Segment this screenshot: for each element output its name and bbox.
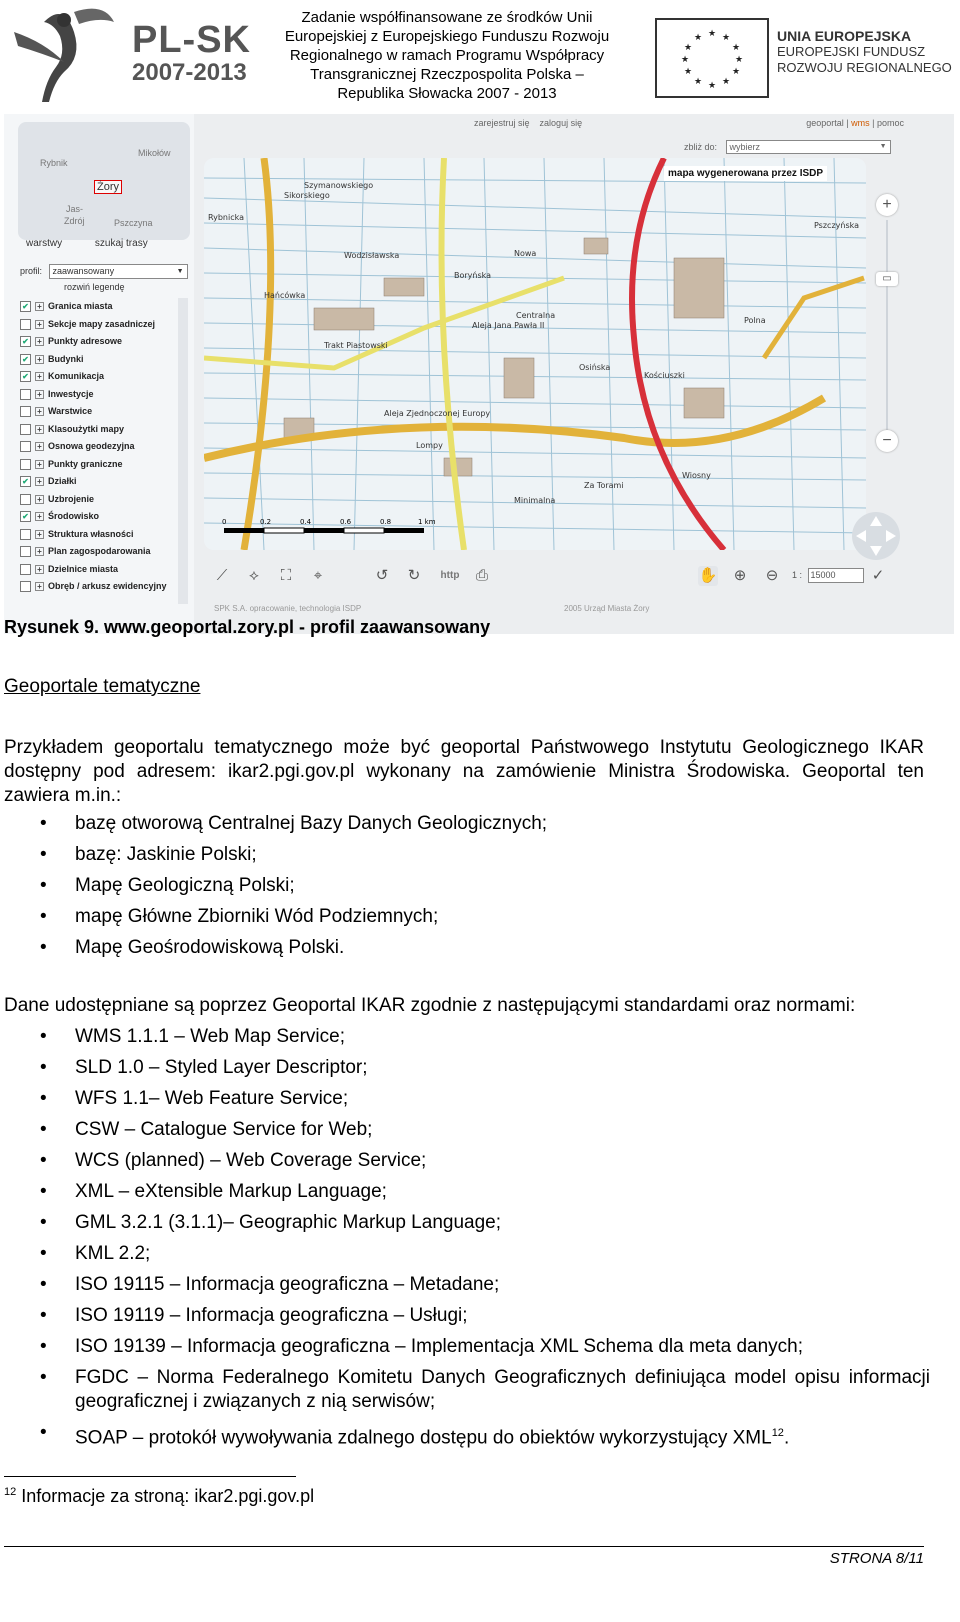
profile-label: profil: (20, 266, 43, 276)
redo-icon[interactable]: ↻ (407, 567, 421, 584)
street-label: Centralna (516, 311, 556, 320)
list-item (0, 1421, 930, 1450)
cofinancing-note (262, 8, 632, 103)
bullet-icon: • (40, 1243, 47, 1264)
geoportal-contents-list (0, 812, 930, 967)
zoom-to-label: zbliż do: (684, 142, 718, 152)
profile-select[interactable]: zaawansowany ▼ (49, 264, 188, 279)
street-label: Aleja Zjednoczonej Europy (384, 409, 491, 418)
list-item-text: WMS 1.1.1 – Web Map Service; (75, 1026, 345, 1047)
pan-hand-icon[interactable]: ✋ (698, 567, 718, 584)
expand-icon[interactable]: + (35, 355, 44, 364)
list-item-text: Mapę Geologiczną Polski; (75, 875, 295, 896)
scale-tick: 1 km (418, 518, 436, 526)
bullet-icon: • (40, 1336, 47, 1357)
street-label: Hańcówka (264, 291, 306, 300)
list-item-text: ISO 19139 – Informacja geograficzna – Implementacja XML Schema dla meta danych; (75, 1336, 804, 1357)
layer-label: Działki (48, 476, 77, 487)
account-links (474, 118, 582, 128)
overview-minimap[interactable] (18, 122, 190, 240)
list-item (0, 1056, 930, 1080)
layer-item[interactable] (20, 561, 190, 579)
layer-checkbox[interactable] (20, 581, 31, 592)
login-link[interactable]: zaloguj się (539, 118, 583, 128)
layer-item[interactable] (20, 333, 190, 351)
page-number: STRONA 8/11 (829, 1550, 924, 1567)
layer-label: Granica miasta (48, 301, 113, 312)
layer-item[interactable] (20, 491, 190, 509)
list-item-text: XML – eXtensible Markup Language; (75, 1181, 387, 1202)
minimap-current-city: Żory (94, 180, 122, 194)
scale-tick: 0 (222, 518, 227, 526)
layer-item[interactable] (20, 438, 190, 456)
logo-title: PL-SK (132, 19, 251, 61)
layer-label: Klasoużytki mapy (48, 423, 125, 434)
layer-label: Sekcje mapy zasadniczej (48, 318, 156, 329)
layer-checkbox[interactable] (20, 319, 31, 330)
layer-label: Warstwice (48, 406, 93, 417)
layer-checkbox[interactable]: ✔ (20, 301, 31, 312)
measure-area-icon[interactable]: ⟡ (249, 567, 259, 584)
cofinancing-line: Regionalnego w ramach Programu Współpracy (289, 47, 605, 64)
page-footer-divider (4, 1546, 924, 1547)
help-link[interactable]: pomoc (876, 118, 904, 128)
tab-route-search[interactable]: szukaj trasy (94, 238, 148, 249)
layer-checkbox[interactable] (20, 494, 31, 505)
svg-text:★: ★ (731, 67, 741, 77)
street-label: Wiosny (682, 471, 711, 480)
figure-logo-icon (4, 2, 124, 108)
city-map[interactable] (204, 158, 866, 550)
layer-label: Punkty graniczne (48, 458, 123, 469)
layer-label: Uzbrojenie (48, 493, 95, 504)
street-label: Za Torami (584, 481, 624, 490)
layer-label: Osnowa geodezyjna (48, 441, 135, 452)
svg-text:★: ★ (734, 55, 744, 65)
apply-scale-icon[interactable]: ✓ (871, 567, 885, 584)
list-item-end: . (783, 1427, 790, 1449)
scale-input[interactable]: 15000 (808, 568, 864, 583)
layer-label: Plan zagospodarowania (48, 546, 151, 557)
footnote-ref: 12 (771, 1427, 784, 1439)
layer-item[interactable] (20, 543, 190, 561)
register-link[interactable]: zarejestruj się (474, 118, 530, 128)
layer-label: Dzielnice miasta (48, 563, 119, 574)
footnote-divider (4, 1476, 296, 1477)
svg-text:★: ★ (683, 67, 693, 77)
bullet-icon: • (40, 1274, 47, 1295)
layer-label: Środowisko (48, 511, 100, 522)
expand-icon[interactable]: + (35, 320, 44, 329)
cofinancing-line: Zadanie współfinansowane ze środków Unii (301, 9, 593, 26)
eu-label (777, 28, 952, 76)
street-label: Trakt Piastowski (324, 341, 388, 350)
geoportal-link[interactable]: geoportal (806, 118, 844, 128)
list-item (0, 905, 930, 929)
scale-control (792, 568, 864, 583)
expand-icon[interactable]: + (35, 337, 44, 346)
list-item (0, 1211, 930, 1235)
street-label: Minimalna (514, 496, 556, 505)
expand-icon[interactable]: + (35, 407, 44, 416)
list-item-text: ISO 19119 – Informacja geograficzna – Usługi; (75, 1305, 468, 1326)
measure-distance-icon[interactable]: ⟋ (216, 567, 228, 584)
cofinancing-line: Europejskiej z Europejskiego Funduszu Rozwoju (284, 28, 610, 45)
svg-text:★: ★ (707, 29, 717, 39)
zoom-slider-handle[interactable]: ▭ (876, 272, 898, 286)
section-title: Geoportale tematyczne (4, 676, 201, 697)
undo-icon[interactable]: ↺ (375, 567, 389, 584)
list-item (0, 1149, 930, 1173)
geoportal-screenshot (4, 114, 954, 634)
list-item (0, 936, 930, 960)
layer-item[interactable] (20, 298, 190, 316)
layer-item[interactable] (20, 526, 190, 544)
expand-icon[interactable]: + (35, 530, 44, 539)
list-item-text: FGDC – Norma Federalnego Komitetu Danych Geograficznych definiująca model opisu informacji geograficznej i związanych z nią serwisów; (75, 1367, 930, 1412)
minimap-label: Mikołów (138, 148, 171, 158)
map-topbar (194, 114, 954, 154)
map-toolbar (204, 560, 894, 590)
print-icon[interactable]: ⎙ (475, 567, 488, 584)
list-item-text: ISO 19115 – Informacja geograficzna – Metadane; (75, 1274, 500, 1295)
layer-item[interactable] (20, 473, 190, 491)
map-source-badge: mapa wygenerowana przez ISDP (664, 166, 827, 181)
expand-icon[interactable]: + (35, 372, 44, 381)
eu-label-line: UNIA EUROPEJSKA (777, 28, 912, 44)
street-label: Polna (744, 316, 766, 325)
expand-icon[interactable]: + (35, 442, 44, 451)
street-label: Osińska (579, 363, 611, 372)
bullet-icon: • (40, 1088, 47, 1109)
street-label: Sikorskiego (284, 191, 330, 200)
bullet-icon: • (40, 937, 47, 958)
bullet-icon: • (40, 1212, 47, 1233)
bullet-icon: • (40, 1305, 47, 1326)
list-item (0, 1273, 930, 1297)
expand-icon[interactable]: + (35, 477, 44, 486)
layer-item[interactable] (20, 386, 190, 404)
svg-text:★: ★ (693, 33, 703, 43)
cofinancing-line: Republika Słowacka 2007 - 2013 (337, 85, 557, 102)
footnote-text: Informacje za stroną: ikar2.pgi.gov.pl (21, 1486, 315, 1506)
layer-checkbox[interactable]: ✔ (20, 476, 31, 487)
list-item-text: WFS 1.1– Web Feature Service; (75, 1088, 349, 1109)
paragraph: Przykładem geoportalu tematycznego może być geoportal Państwowego Instytutu Geologicznego IKAR dostępny pod adresem: ikar2.pgi.gov.pl wykonany na zamówienie Ministra Środowiska. Geoportal ten zawiera m.in.: (4, 737, 924, 806)
panel-tabs (26, 238, 178, 249)
eu-flag-icon (655, 18, 769, 98)
pl-sk-logo (4, 2, 254, 108)
svg-text:★: ★ (707, 81, 717, 91)
layer-checkbox[interactable] (20, 424, 31, 435)
list-item-text: SLD 1.0 – Styled Layer Descriptor; (75, 1057, 368, 1078)
list-item (0, 812, 930, 836)
expand-legend-link[interactable]: rozwiń legendę (64, 282, 125, 292)
logo-text (132, 20, 251, 86)
zoom-rail (874, 194, 902, 474)
logo-years: 2007-2013 (132, 59, 247, 86)
layer-checkbox[interactable] (20, 441, 31, 452)
list-item-text: bazę: Jaskinie Polski; (75, 844, 257, 865)
scale-tick: 0.2 (260, 518, 272, 526)
list-item-text: GML 3.2.1 (3.1.1)– Geographic Markup Language; (75, 1212, 501, 1233)
list-item (0, 843, 930, 867)
map-footer-copyright: 2005 Urząd Miasta Żory (564, 604, 650, 613)
layer-label: Struktura własności (48, 528, 134, 539)
list-item-text: mapę Główne Zbiorniki Wód Podziemnych; (75, 906, 439, 927)
zoom-to-row (684, 140, 891, 154)
service-links: geoportal | wms | pomoc (806, 118, 904, 128)
layer-item[interactable] (20, 351, 190, 369)
svg-text:★: ★ (731, 43, 741, 53)
layer-label: Obręb / arkusz ewidencyjny (48, 581, 167, 592)
layer-checkbox[interactable]: ✔ (20, 371, 31, 382)
list-item (0, 1025, 930, 1049)
http-link-button[interactable]: http (440, 570, 460, 581)
select-area-icon[interactable]: ⛶ (280, 567, 292, 584)
layer-checkbox[interactable] (20, 564, 31, 575)
zoom-in-tool-icon[interactable]: ⊕ (733, 567, 747, 584)
layer-checkbox[interactable]: ✔ (20, 354, 31, 365)
layer-item[interactable] (20, 421, 190, 439)
zoom-out-tool-icon[interactable]: ⊖ (765, 567, 779, 584)
scale-tick: 0.4 (300, 518, 312, 526)
expand-icon[interactable]: + (35, 565, 44, 574)
identify-icon[interactable]: ⌖ (313, 567, 323, 584)
layer-item[interactable] (20, 508, 190, 526)
wms-link[interactable]: wms (851, 118, 870, 128)
bullet-icon: • (40, 1119, 47, 1140)
layer-checkbox[interactable] (20, 529, 31, 540)
list-item (0, 1335, 930, 1359)
eu-label-line: EUROPEJSKI FUNDUSZ (777, 44, 926, 59)
layer-label: Budynki (48, 353, 84, 364)
bullet-icon: • (40, 813, 47, 834)
bullet-icon: • (40, 1367, 47, 1388)
street-label: Kościuszki (644, 371, 685, 380)
street-label: Lompy (416, 441, 443, 450)
zoom-in-icon[interactable]: + (876, 194, 898, 216)
expand-icon[interactable]: + (35, 425, 44, 434)
layer-checkbox[interactable] (20, 389, 31, 400)
list-item-text: WCS (planned) – Web Coverage Service; (75, 1150, 427, 1171)
layer-item[interactable] (20, 403, 190, 421)
list-item (0, 1242, 930, 1266)
list-item (0, 1087, 930, 1111)
list-item-text: Mapę Geośrodowiskową Polski. (75, 937, 345, 958)
layer-item[interactable] (20, 578, 190, 596)
zoom-to-select[interactable]: wybierz ▼ (726, 140, 891, 154)
street-label: Pszczyńska (814, 221, 860, 230)
layer-checkbox[interactable] (20, 406, 31, 417)
footnote (4, 1486, 314, 1507)
page-header (0, 0, 960, 112)
layer-item[interactable] (20, 316, 190, 334)
expand-icon[interactable]: + (35, 460, 44, 469)
layer-list-scrollbar[interactable] (178, 298, 188, 604)
bullet-icon: • (40, 1150, 47, 1171)
layer-label: Punkty adresowe (48, 336, 123, 347)
street-label: Nowa (514, 249, 537, 258)
bullet-icon: • (40, 844, 47, 865)
bullet-icon: • (40, 906, 47, 927)
layer-item[interactable] (20, 456, 190, 474)
scale-prefix: 1 : (792, 570, 803, 580)
minimap-label: Jas- (66, 204, 84, 214)
list-item-text: bazę otworową Centralnej Bazy Danych Geologicznych; (75, 813, 548, 834)
street-label: Aleja Jana Pawła II (472, 321, 545, 330)
bullet-icon: • (40, 1422, 47, 1443)
list-item (0, 874, 930, 898)
figure-caption: Rysunek 9. www.geoportal.zory.pl - profil zaawansowany (4, 617, 491, 637)
svg-text:★: ★ (693, 77, 703, 87)
svg-text:★: ★ (721, 77, 731, 87)
list-item-text: CSW – Catalogue Service for Web; (75, 1119, 373, 1140)
layer-checkbox[interactable] (20, 459, 31, 470)
pan-control-icon[interactable] (850, 510, 902, 562)
list-item (0, 1118, 930, 1142)
cofinancing-line: Transgranicznej Rzeczpospolita Polska – (310, 66, 584, 83)
expand-icon[interactable]: + (35, 512, 44, 521)
list-item (0, 1180, 930, 1204)
zoom-out-icon[interactable]: − (876, 430, 898, 452)
svg-text:★: ★ (680, 55, 690, 65)
bullet-icon: • (40, 1057, 47, 1078)
minimap-label: Pszczyna (114, 218, 153, 228)
layer-item[interactable] (20, 368, 190, 386)
zoom-slider-track[interactable] (886, 220, 888, 440)
tab-layers[interactable]: warstwy (26, 238, 63, 249)
list-item (0, 1366, 930, 1414)
layers-panel (4, 114, 194, 634)
street-label: Wodzisławska (344, 251, 400, 260)
expand-icon[interactable]: + (35, 547, 44, 556)
svg-text:★: ★ (683, 43, 693, 53)
eu-label-line: ROZWOJU REGIONALNEGO (777, 60, 952, 75)
expand-icon[interactable]: + (35, 582, 44, 591)
layer-label: Komunikacja (48, 371, 105, 382)
list-item-text: KML 2.2; (75, 1243, 151, 1264)
bullet-icon: • (40, 875, 47, 896)
street-label: Rybnicka (208, 213, 245, 222)
map-footer-credit: SPK S.A. opracowanie, technologia ISDP (214, 604, 362, 613)
footnote-number: 12 (4, 1486, 17, 1498)
expand-icon[interactable]: + (35, 390, 44, 399)
scale-tick: 0.8 (380, 518, 392, 526)
street-label: Szymanowskiego (304, 181, 374, 190)
list-item (0, 1304, 930, 1328)
minimap-label: Rybnik (40, 158, 68, 168)
bullet-icon: • (40, 1026, 47, 1047)
layer-checkbox[interactable]: ✔ (20, 511, 31, 522)
map-canvas (204, 158, 866, 550)
scale-tick: 0.6 (340, 518, 352, 526)
layer-label: Inwestycje (48, 388, 94, 399)
layer-list (20, 298, 190, 596)
standards-list (0, 1025, 930, 1457)
street-label: Boryńska (454, 271, 492, 280)
minimap-label: Zdrój (64, 216, 85, 226)
layer-checkbox[interactable]: ✔ (20, 336, 31, 347)
layer-checkbox[interactable] (20, 546, 31, 557)
profile-row (20, 264, 188, 279)
bullet-icon: • (40, 1181, 47, 1202)
list-item-text: SOAP – protokół wywoływania zdalnego dostępu do obiektów wykorzystujący XML (75, 1427, 772, 1449)
svg-text:★: ★ (721, 33, 731, 43)
expand-icon[interactable]: + (35, 302, 44, 311)
paragraph: Dane udostępniane są poprzez Geoportal IKAR zgodnie z następującymi standardami oraz normami: (4, 995, 856, 1016)
expand-icon[interactable]: + (35, 495, 44, 504)
